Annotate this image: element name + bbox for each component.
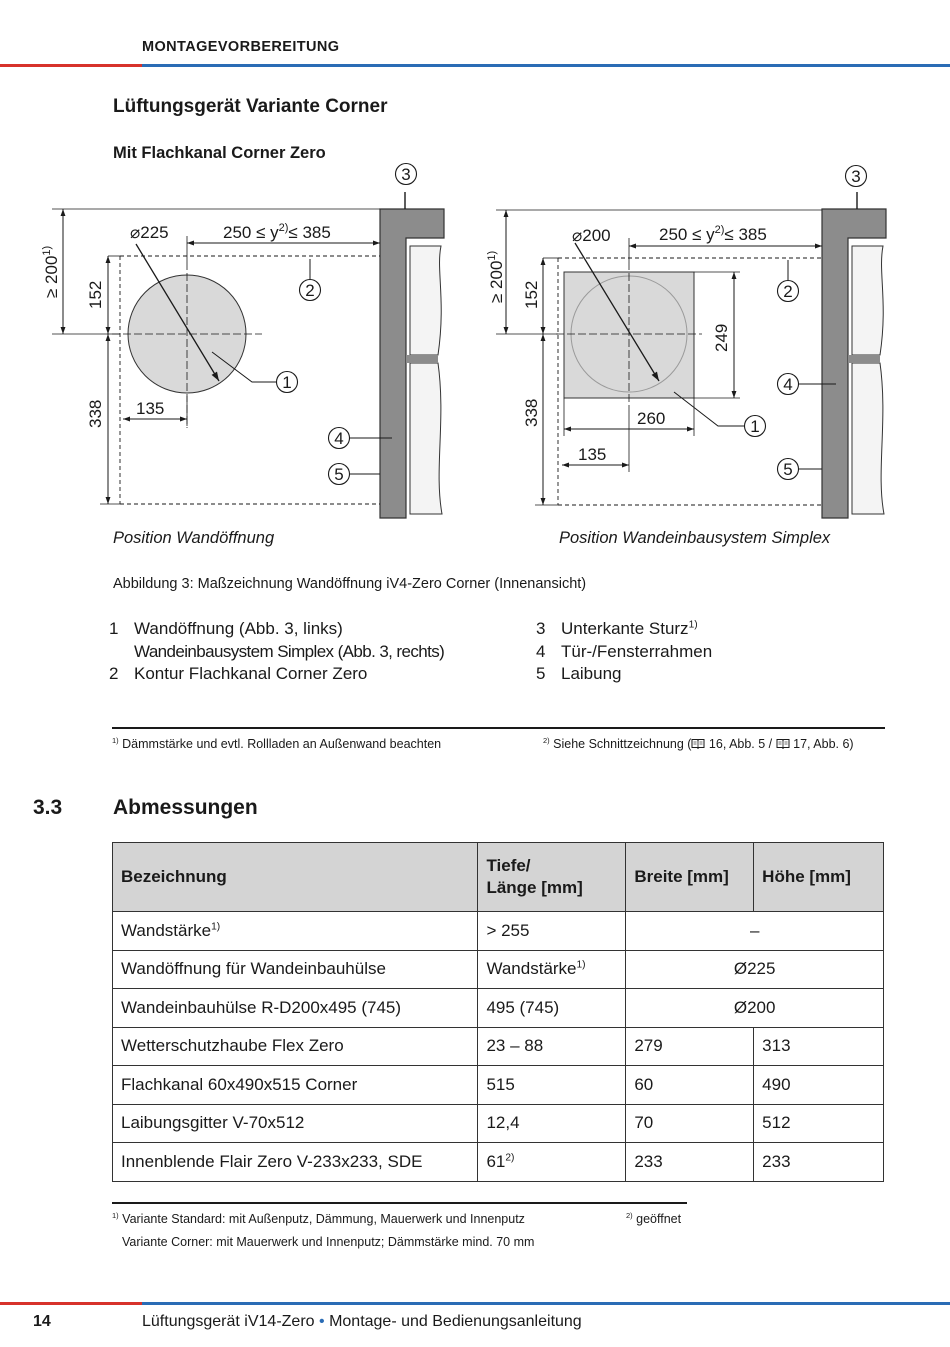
legend-num — [109, 641, 134, 664]
book-icon — [691, 738, 705, 749]
cell-name: Wandeinbauhülse R-D200x495 (745) — [113, 989, 478, 1028]
section-number: 3.3 — [33, 796, 63, 819]
cell-merged: Ø225 — [626, 950, 884, 989]
footer-bar-red — [0, 1302, 142, 1305]
legend-num: 3 — [536, 619, 546, 638]
figure-left-caption: Position Wandöffnung — [113, 529, 275, 547]
legend-text: Unterkante Sturz$^{1)}$ — [561, 619, 698, 638]
cell-name: Flachkanal 60x490x515 Corner — [113, 1066, 478, 1105]
section-heading: Abmessungen — [113, 796, 258, 819]
dim-diameter: ⌀225 — [130, 223, 169, 242]
header-bar-red — [0, 64, 142, 67]
table-row — [113, 1104, 884, 1143]
figure-footnote-2: $^{2)}$ Siehe Schnittzeichnung ( 16, Abb. 5 / 17, Abb. 6) — [543, 735, 854, 751]
cell-height: 490 — [754, 1066, 884, 1105]
col-header: Breite [mm] — [626, 843, 754, 912]
legend-text: Wandöffnung (Abb. 3, links) — [134, 619, 343, 638]
cell-depth: 495 (745) — [478, 989, 626, 1028]
table-row — [113, 1143, 884, 1182]
dim-135: 135 — [136, 399, 165, 418]
callout-3: 3 — [401, 165, 411, 184]
dim-range: $250 \le y^{2)}\le 385$ — [223, 222, 331, 242]
left-drawing — [41, 164, 444, 519]
cell-depth: Wandstärke$^{1)}$ — [478, 950, 626, 989]
table-header-row — [113, 843, 884, 912]
cell-name: Wandstärke$^{1)}$ — [113, 912, 478, 951]
cell-name: Laibungsgitter V-70x512 — [113, 1104, 478, 1143]
dim-260: 260 — [637, 409, 666, 428]
cell-height: 313 — [754, 1027, 884, 1066]
cell-merged: – — [626, 912, 884, 951]
legend-left — [109, 618, 529, 686]
table-row — [113, 1027, 884, 1066]
table-footnote-1: $^{1)}$ Variante Standard: mit Außenputz, Dämmung, Mauerwerk und Innenputz — [112, 1210, 525, 1226]
callout-2: 2 — [305, 281, 315, 300]
cell-height: 512 — [754, 1104, 884, 1143]
figure-right-caption: Position Wandeinbausystem Simplex — [559, 529, 831, 547]
dim-range: $250 \le y^{2)}\le 385$ — [659, 224, 767, 244]
figure-caption: Abbildung 3: Maßzeichnung Wandöffnung iV4-Zero Corner (Innenansicht) — [113, 576, 587, 592]
callout-2: 2 — [783, 282, 793, 301]
cell-depth: 23 – 88 — [478, 1027, 626, 1066]
callout-5: 5 — [783, 460, 793, 479]
page-number: 14 — [33, 1313, 51, 1330]
dim-338: 338 — [86, 399, 105, 428]
cell-merged: Ø200 — [626, 989, 884, 1028]
book-icon — [776, 738, 790, 749]
footnote-rule — [112, 727, 885, 729]
cell-width: 70 — [626, 1104, 754, 1143]
dim-135: 135 — [578, 445, 607, 464]
cell-depth: 12,4 — [478, 1104, 626, 1143]
figure-footnote-1: $^{1)}$ Dämmstärke und evtl. Rollladen an Außenwand beachten — [112, 735, 442, 751]
dim-diameter: ⌀200 — [572, 226, 611, 245]
cell-depth: 61$^{2)}$ — [478, 1143, 626, 1182]
cell-depth: 515 — [478, 1066, 626, 1105]
callout-3: 3 — [851, 167, 861, 186]
legend-right — [536, 618, 876, 686]
callout-4: 4 — [783, 375, 793, 394]
cell-name: Wandöffnung für Wandeinbauhülse — [113, 950, 478, 989]
callout-4: 4 — [334, 429, 344, 448]
table-footnote-1-cont: Variante Corner: mit Mauerwerk und Innenputz; Dämmstärke mind. 70 mm — [122, 1235, 535, 1249]
dimension-drawing — [0, 160, 950, 560]
table-row — [113, 989, 884, 1028]
legend-num: 5 — [536, 664, 546, 683]
dim-152: 152 — [86, 280, 105, 309]
col-header: Bezeichnung — [113, 843, 478, 912]
callout-1: 1 — [750, 417, 760, 436]
right-drawing — [486, 166, 886, 519]
cell-width: 233 — [626, 1143, 754, 1182]
callout-1: 1 — [282, 373, 292, 392]
cell-width: 279 — [626, 1027, 754, 1066]
running-header: MONTAGEVORBEREITUNG — [142, 39, 340, 55]
section-title: Lüftungsgerät Variante Corner — [113, 96, 388, 117]
col-header: Höhe [mm] — [754, 843, 884, 912]
table-footnote-2: $^{2)}$ geöffnet — [626, 1210, 682, 1226]
footer-text: Lüftungsgerät iV14-Zero • Montage- und Bedienungsanleitung — [142, 1313, 582, 1330]
subsection-title: Mit Flachkanal Corner Zero — [113, 144, 326, 162]
table-row — [113, 912, 884, 951]
dimensions-table — [112, 842, 884, 1182]
col-header: Tiefe/ Länge [mm] — [478, 843, 626, 912]
dim-338: 338 — [522, 398, 541, 427]
legend-text: Tür-/Fensterrahmen — [561, 641, 713, 661]
legend-text: Kontur Flachkanal Corner Zero — [134, 664, 368, 683]
footer-bar-blue — [142, 1302, 950, 1305]
table-row — [113, 950, 884, 989]
legend-text: Wandeinbausystem Simplex (Abb. 3, rechts) — [134, 641, 445, 661]
cell-depth: > 255 — [478, 912, 626, 951]
dim-min-height: ≥ $200^{1)}$ — [486, 250, 506, 303]
table-row — [113, 1066, 884, 1105]
legend-num: 2 — [109, 664, 119, 683]
callout-5: 5 — [334, 465, 344, 484]
cell-height: 233 — [754, 1143, 884, 1182]
footnote-rule — [112, 1202, 687, 1204]
cell-name: Innenblende Flair Zero V-233x233, SDE — [113, 1143, 478, 1182]
legend-text: Laibung — [561, 664, 622, 683]
legend-num: 4 — [536, 641, 546, 661]
footer-bullet: • — [319, 1313, 325, 1330]
legend-num: 1 — [109, 619, 119, 638]
dim-249: 249 — [712, 323, 731, 352]
dim-min-height: ≥ $200^{1)}$ — [41, 245, 61, 298]
dim-152: 152 — [522, 280, 541, 309]
header-bar-blue — [142, 64, 950, 67]
cell-width: 60 — [626, 1066, 754, 1105]
cell-name: Wetterschutzhaube Flex Zero — [113, 1027, 478, 1066]
